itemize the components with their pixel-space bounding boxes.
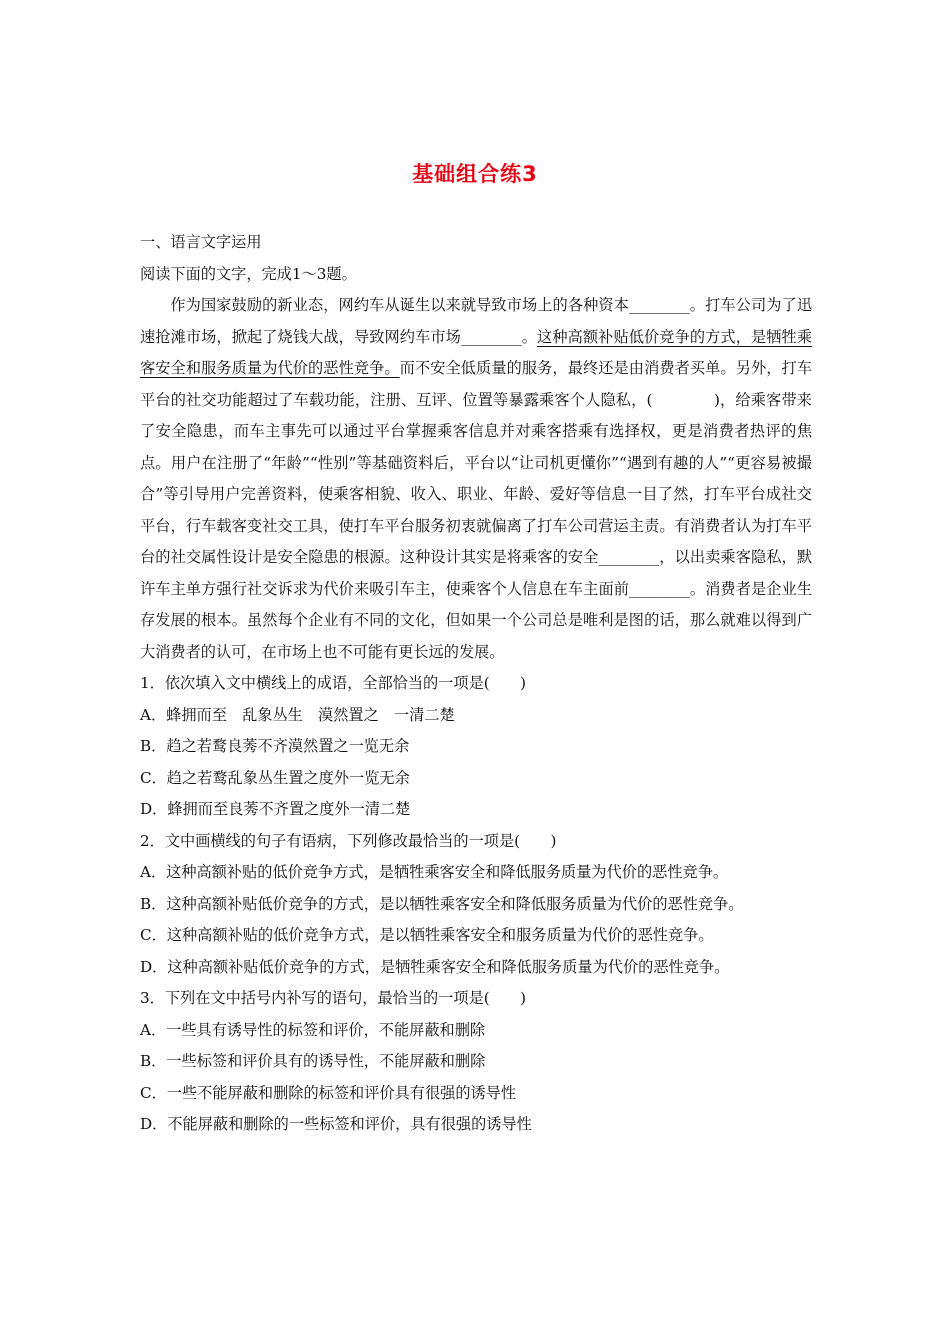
question-stem: 1．依次填入文中横线上的成语，全部恰当的一项是( ) xyxy=(140,674,527,692)
option-d: D．不能屏蔽和删除的一些标签和评价，具有很强的诱导性 xyxy=(140,1115,532,1133)
option-a: A．蜂拥而至 乱象丛生 漠然置之 一清二楚 xyxy=(140,705,455,724)
passage-text-1: 作为国家鼓励的新业态，网约车从诞生以来就导致市场上的各种资本________。打车公司为了迅速抢滩市场，掀起了烧钱大战，导致网约车市场________。 xyxy=(140,296,812,346)
option-d: D．蜂拥而至良莠不齐置之度外一清二楚 xyxy=(140,800,411,818)
page-title: 基础组合练3 xyxy=(412,162,538,186)
question-2 xyxy=(140,826,812,984)
reading-passage xyxy=(140,290,812,668)
option-a: A．这种高额补贴的低价竞争方式，是牺牲乘客安全和降低服务质量为代价的恶性竞争。 xyxy=(140,863,729,881)
section-heading: 一、语言文字运用 xyxy=(140,233,262,251)
question-stem: 3．下列在文中括号内补写的语句，最恰当的一项是( ) xyxy=(140,989,527,1007)
option-a: A．一些具有诱导性的标签和评价，不能屏蔽和删除 xyxy=(140,1020,486,1039)
option-c: C．这种高额补贴的低价竞争方式，是以牺牲乘客安全和服务质量为代价的恶性竞争。 xyxy=(140,926,714,944)
question-3 xyxy=(140,983,812,1141)
reading-instruction: 阅读下面的文字，完成1～3题。 xyxy=(140,264,357,283)
option-b: B．趋之若鹜良莠不齐漠然置之一览无余 xyxy=(140,737,410,755)
document-body xyxy=(140,227,812,1141)
option-b: B．一些标签和评价具有的诱导性，不能屏蔽和删除 xyxy=(140,1052,486,1070)
option-b: B．这种高额补贴低价竞争的方式，是以牺牲乘客安全和降低服务质量为代价的恶性竞争。 xyxy=(140,894,744,913)
option-c: C．趋之若鹜乱象丛生置之度外一览无余 xyxy=(140,768,410,787)
underlined-sentence: 这种高额补贴低价竞争的方式，是牺牲乘客安全和服务质量为代价的恶性竞争。 xyxy=(140,327,812,377)
question-stem: 2．文中画横线的句子有语病，下列修改最恰当的一项是( ) xyxy=(140,831,557,850)
question-1 xyxy=(140,668,812,826)
option-d: D．这种高额补贴低价竞争的方式，是牺牲乘客安全和降低服务质量为代价的恶性竞争。 xyxy=(140,957,730,976)
passage-text-2: 而不安全低质量的服务，最终还是由消费者买单。另外，打车平台的社交功能超过了车载功能，注册、互评、位置等暴露乘客个人隐私，( )，给乘客带来了安全隐患，而车主事先可以通过平台掌握乘客信息并对乘客搭乘有选择权，更是消费者热评的焦点。用户在注册了“年龄”“性别”等基础资料后，平台以“让司机更懂你”“遇到有趣的人”“更容易被撮合”等引导用户完善资料，使乘客相貌、收入、职业、年龄、爱好等信息一目了然，打车平台成社交平台，行车载客变社交工具，使打车平台服务初衷就偏离了打车公司营运主责。有消费者认为打车平台的社交属性设计是安全隐患的根源。这种设计其实是将乘客的安全________，以出卖乘客隐私，默许车主单方强行社交诉求为代价来吸引车主，使乘客个人信息在车主面前________。消费者是企业生存发展的根本。虽然每个企业有不同的文化，但如果一个公司总是唯利是图的话，那么就难以得到广大消费者的认可，在市场上也不可能有更长远的发展。 xyxy=(140,359,813,661)
option-c: C．一些不能屏蔽和删除的标签和评价具有很强的诱导性 xyxy=(140,1083,517,1102)
